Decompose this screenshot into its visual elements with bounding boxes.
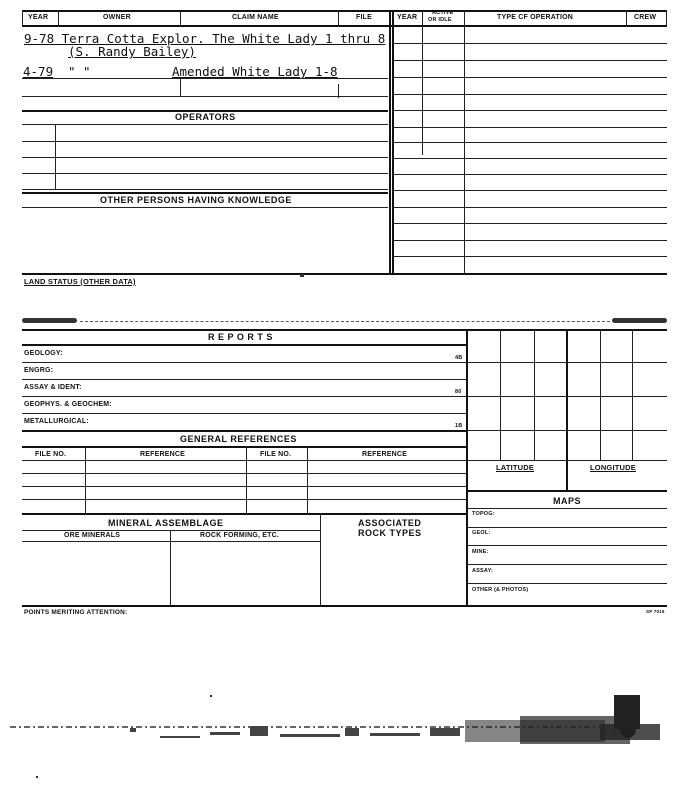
row-line [468,527,667,528]
section-bottom-border [22,605,667,607]
row-line [392,43,667,44]
row-line [22,460,466,461]
divider [170,530,171,606]
row-line [22,486,466,487]
scan-noise-strip [0,690,678,760]
reports-top-border [22,329,667,331]
top-border [22,10,667,12]
section-line [22,192,388,194]
row-line [392,94,667,95]
header-bottom-border [22,25,667,27]
row-line [468,583,667,584]
reference-header: REFERENCE [140,451,185,458]
row-line [22,124,388,125]
ore-minerals-header: ORE MINERALS [64,532,121,539]
mineral-assemblage-title: MINERAL ASSEMBLAGE [108,518,224,528]
grid-line [632,329,633,460]
assay-num: 80 [455,389,462,395]
grid-line [468,396,667,397]
section-line [22,430,466,432]
operators-title: OPERATORS [175,112,236,122]
row-line [392,110,667,111]
row-line [22,413,466,414]
row-line [392,158,667,159]
divider [55,124,56,190]
file-no-header-2: FILE NO. [260,451,292,458]
row-line [392,77,667,78]
divider [58,10,59,26]
scan-mark [612,318,667,323]
year-header: YEAR [28,14,49,21]
divider [22,10,23,26]
ditto-marks: " " [68,64,91,79]
dashed-separator [80,321,610,322]
row-line [22,141,388,142]
assay-label: ASSAY & IDENT: [24,384,82,391]
land-status-label: LAND STATUS (OTHER DATA) [24,277,136,286]
row-line [22,379,466,380]
row-line [392,142,667,143]
scan-speck [300,274,304,277]
divider [666,10,667,26]
row-line [22,78,388,79]
row-line [22,96,388,97]
associated-title: ASSOCIATED [358,518,422,528]
geol-map-label: GEOL: [472,530,491,536]
row-line [22,189,388,190]
grid-line [534,329,535,460]
metallurgical-num: 1B [455,423,463,429]
scan-speck [210,695,212,697]
geology-label: GEOLOGY: [24,350,63,357]
reference-header-2: REFERENCE [362,451,407,458]
row-line [22,473,466,474]
longitude-label: LONGITUDE [590,463,636,472]
row-line [468,545,667,546]
other-persons-title: OTHER PERSONS HAVING KNOWLEDGE [100,195,292,205]
row-line [22,362,466,363]
row-line [392,240,667,241]
active-header: ACTIVE [432,10,454,16]
row-line [468,508,667,509]
grid-line [600,329,601,460]
row-line [392,174,667,175]
section-bottom-border [22,273,667,275]
scan-speck [36,776,38,778]
divider [422,10,423,155]
grid-line [468,430,667,431]
file-no-header: FILE NO. [35,451,67,458]
reports-title: R E P O R T S [208,332,273,342]
grid-line [468,460,667,461]
geophys-label: GEOPHYS. & GEOCHEM: [24,401,112,408]
row-line [392,207,667,208]
divider [338,84,339,98]
points-label: POINTS MERITING ATTENTION: [24,609,128,616]
mine-map-label: MINE: [472,549,489,555]
file-header: FILE [356,14,372,21]
row-line [468,564,667,565]
topog-label: TOPOG: [472,511,495,517]
claim-entry-1: 9-78 Terra Cotta Explor. The White Lady 1 thru 8 [24,31,386,46]
assay-map-label: ASSAY: [472,568,494,574]
year-header-right: YEAR [397,14,418,21]
grid-line [468,362,667,363]
idle-header: OR IDLE [428,17,452,23]
claim-name-header: CLAIM NAME [232,14,279,21]
row-line [392,127,667,128]
row-line [22,396,466,397]
row-line [22,499,466,500]
maps-title: MAPS [553,496,582,506]
row-line [392,190,667,191]
divider [338,10,339,26]
row-line [392,60,667,61]
metallurgical-label: METALLURGICAL: [24,418,89,425]
row-line [22,207,388,208]
owner-header: OWNER [103,14,131,21]
row-line [392,223,667,224]
claim-owner-name: (S. Randy Bailey) [68,44,196,59]
rock-forming-header: ROCK FORMING, ETC. [200,532,280,539]
row-line [22,173,388,174]
geology-num: 4B [455,355,463,361]
divider [85,446,86,513]
divider [180,78,181,96]
reports-title-line [22,344,466,346]
claim-entry-2: Amended White Lady 1-8 [172,64,338,79]
crew-header: CREW [634,14,657,21]
row-line [22,530,320,531]
section-line [22,446,466,448]
grid-line [500,329,501,460]
row-line [22,157,388,158]
claim-entry-date-2: 4-79 [23,64,54,79]
engrg-label: ENGRG: [24,367,54,374]
grid-line [566,329,568,490]
section-line [468,490,667,492]
operation-header: TYPE CF OPERATION [497,14,573,21]
scan-mark [22,318,77,323]
row-line [392,256,667,257]
rock-types-title: ROCK TYPES [358,528,422,538]
divider [180,10,181,26]
latitude-label: LATITUDE [496,463,535,472]
divider [246,446,247,513]
divider [626,10,627,26]
general-references-title: GENERAL REFERENCES [180,434,297,444]
vertical-divider [389,10,391,274]
other-photos-label: OTHER (& PHOTOS) [472,587,529,593]
form-number: SP 7015 [646,609,665,614]
divider [320,513,321,606]
section-line [22,513,466,515]
row-line [22,541,320,542]
divider [307,446,308,513]
